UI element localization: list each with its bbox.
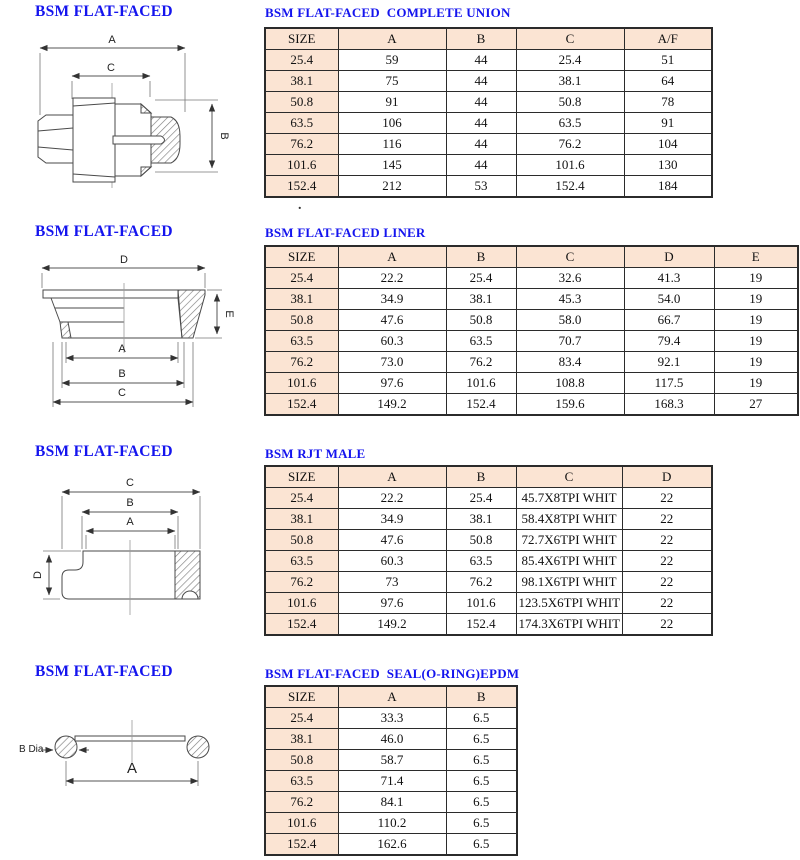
liner-drawing — [5, 245, 255, 420]
value-cell: 44 — [446, 134, 516, 155]
dimension-b-dia — [19, 744, 89, 755]
value-cell: 72.7X6TPI WHIT — [516, 530, 622, 551]
value-cell: 76.2 — [516, 134, 624, 155]
size-cell: 38.1 — [265, 289, 338, 310]
value-cell: 117.5 — [624, 373, 714, 394]
value-cell: 53 — [446, 176, 516, 198]
value-cell: 76.2 — [446, 572, 516, 593]
value-cell: 25.4 — [446, 268, 516, 289]
value-cell: 44 — [446, 71, 516, 92]
value-cell: 6.5 — [446, 750, 517, 771]
value-cell: 92.1 — [624, 352, 714, 373]
table-title-liner: BSM FLAT-FACED LINER — [265, 225, 426, 240]
value-cell: 104 — [624, 134, 712, 155]
value-cell: 47.6 — [338, 310, 446, 331]
size-cell: 63.5 — [265, 331, 338, 352]
size-cell: 152.4 — [265, 614, 338, 636]
value-cell: 97.6 — [338, 373, 446, 394]
value-cell: 54.0 — [624, 289, 714, 310]
value-cell: 58.7 — [338, 750, 446, 771]
seal-drawing — [5, 680, 255, 855]
dim-label-a: A — [126, 760, 138, 777]
size-cell: 76.2 — [265, 572, 338, 593]
table-title-complete-union: BSM FLAT-FACED COMPLETE UNION — [265, 5, 511, 20]
value-cell: 27 — [714, 394, 798, 416]
value-cell: 212 — [338, 176, 446, 198]
column-header: A — [338, 28, 446, 50]
table-row — [265, 289, 798, 310]
column-header: D — [622, 466, 712, 488]
section-heading-1: BSM FLAT-FACED — [35, 3, 173, 20]
size-cell: 38.1 — [265, 71, 338, 92]
value-cell: 78 — [624, 92, 712, 113]
table-row — [265, 834, 517, 856]
value-cell: 22 — [622, 530, 712, 551]
size-cell: 25.4 — [265, 488, 338, 509]
value-cell: 63.5 — [446, 551, 516, 572]
value-cell: 84.1 — [338, 792, 446, 813]
table-row — [265, 50, 712, 71]
size-cell: 25.4 — [265, 268, 338, 289]
value-cell: 22 — [622, 551, 712, 572]
table-row — [265, 373, 798, 394]
value-cell: 149.2 — [338, 614, 446, 636]
value-cell: 45.7X8TPI WHIT — [516, 488, 622, 509]
value-cell: 73 — [338, 572, 446, 593]
value-cell: 47.6 — [338, 530, 446, 551]
size-cell: 101.6 — [265, 593, 338, 614]
value-cell: 38.1 — [446, 289, 516, 310]
table-row — [265, 572, 712, 593]
column-header: B — [446, 28, 516, 50]
rjt-male-drawing — [5, 465, 255, 645]
value-cell: 22 — [622, 614, 712, 636]
table-row — [265, 155, 712, 176]
size-cell: 152.4 — [265, 834, 338, 856]
table-row — [265, 134, 712, 155]
dim-label-a: A — [108, 34, 116, 46]
value-cell: 63.5 — [446, 331, 516, 352]
column-header: A — [338, 466, 446, 488]
value-cell: 19 — [714, 289, 798, 310]
value-cell: 46.0 — [338, 729, 446, 750]
table-row — [265, 530, 712, 551]
value-cell: 41.3 — [624, 268, 714, 289]
table-row — [265, 792, 517, 813]
size-cell: 25.4 — [265, 708, 338, 729]
value-cell: 6.5 — [446, 708, 517, 729]
value-cell: 6.5 — [446, 813, 517, 834]
value-cell: 50.8 — [446, 530, 516, 551]
table-title-seal: BSM FLAT-FACED SEAL(O-RING)EPDM — [265, 666, 520, 681]
dimension-c — [62, 477, 200, 549]
value-cell: 79.4 — [624, 331, 714, 352]
table-row — [265, 551, 712, 572]
value-cell: 64 — [624, 71, 712, 92]
value-cell: 19 — [714, 310, 798, 331]
column-header: D — [624, 246, 714, 268]
table-row — [265, 614, 712, 636]
value-cell: 60.3 — [338, 331, 446, 352]
dim-label-b-dia: B Dia — [19, 744, 44, 755]
value-cell: 184 — [624, 176, 712, 198]
value-cell: 22.2 — [338, 488, 446, 509]
value-cell: 98.1X6TPI WHIT — [516, 572, 622, 593]
section-heading-2: BSM FLAT-FACED — [35, 223, 173, 240]
dim-label-b: B — [118, 368, 126, 380]
header-row — [265, 28, 712, 50]
value-cell: 25.4 — [446, 488, 516, 509]
value-cell: 22 — [622, 488, 712, 509]
value-cell: 71.4 — [338, 771, 446, 792]
column-header: SIZE — [265, 28, 338, 50]
value-cell: 75 — [338, 71, 446, 92]
size-cell: 76.2 — [265, 352, 338, 373]
header-row — [265, 246, 798, 268]
table-row — [265, 92, 712, 113]
dim-label-c: C — [107, 62, 115, 74]
value-cell: 38.1 — [516, 71, 624, 92]
dim-label-c: C — [118, 387, 126, 399]
header-row — [265, 466, 712, 488]
size-cell: 152.4 — [265, 176, 338, 198]
size-cell: 50.8 — [265, 530, 338, 551]
column-header: B — [446, 686, 517, 708]
size-cell: 50.8 — [265, 750, 338, 771]
value-cell: 152.4 — [446, 394, 516, 416]
value-cell: 91 — [624, 113, 712, 134]
column-header: SIZE — [265, 246, 338, 268]
table-row — [265, 593, 712, 614]
column-header: B — [446, 246, 516, 268]
value-cell: 25.4 — [516, 50, 624, 71]
size-cell: 63.5 — [265, 771, 338, 792]
value-cell: 110.2 — [338, 813, 446, 834]
separator-dot: . — [298, 198, 302, 213]
value-cell: 38.1 — [446, 509, 516, 530]
column-header: B — [446, 466, 516, 488]
value-cell: 19 — [714, 268, 798, 289]
value-cell: 44 — [446, 113, 516, 134]
size-cell: 38.1 — [265, 509, 338, 530]
column-header: SIZE — [265, 466, 338, 488]
value-cell: 66.7 — [624, 310, 714, 331]
column-header: E — [714, 246, 798, 268]
value-cell: 149.2 — [338, 394, 446, 416]
value-cell: 73.0 — [338, 352, 446, 373]
table-row — [265, 509, 712, 530]
section-heading-3: BSM FLAT-FACED — [35, 443, 173, 460]
dimension-c — [72, 62, 150, 99]
column-header: SIZE — [265, 686, 338, 708]
dimension-d — [42, 254, 205, 288]
size-cell: 50.8 — [265, 310, 338, 331]
value-cell: 50.8 — [446, 310, 516, 331]
size-cell: 63.5 — [265, 113, 338, 134]
value-cell: 63.5 — [516, 113, 624, 134]
table-title-rjt-male: BSM RJT MALE — [265, 446, 366, 461]
liner-table — [264, 245, 799, 416]
table-row — [265, 310, 798, 331]
column-header: A — [338, 246, 446, 268]
dim-label-d: D — [120, 254, 128, 266]
value-cell: 162.6 — [338, 834, 446, 856]
size-cell: 25.4 — [265, 50, 338, 71]
table-row — [265, 488, 712, 509]
value-cell: 44 — [446, 50, 516, 71]
value-cell: 44 — [446, 92, 516, 113]
section-heading-4: BSM FLAT-FACED — [35, 663, 173, 680]
size-cell: 152.4 — [265, 394, 338, 416]
value-cell: 59 — [338, 50, 446, 71]
value-cell: 106 — [338, 113, 446, 134]
value-cell: 152.4 — [516, 176, 624, 198]
table-row — [265, 331, 798, 352]
dimension-a — [66, 760, 198, 786]
rjt-male-table — [264, 465, 713, 636]
value-cell: 60.3 — [338, 551, 446, 572]
lower-dimensions — [53, 342, 193, 407]
value-cell: 101.6 — [446, 373, 516, 394]
complete-union-table — [264, 27, 713, 198]
table-row — [265, 71, 712, 92]
value-cell: 85.4X6TPI WHIT — [516, 551, 622, 572]
value-cell: 33.3 — [338, 708, 446, 729]
column-header: A/F — [624, 28, 712, 50]
value-cell: 70.7 — [516, 331, 624, 352]
union-body — [38, 98, 180, 182]
value-cell: 19 — [714, 373, 798, 394]
value-cell: 51 — [624, 50, 712, 71]
value-cell: 22 — [622, 572, 712, 593]
seal-table — [264, 685, 518, 856]
value-cell: 108.8 — [516, 373, 624, 394]
table-row — [265, 268, 798, 289]
value-cell: 6.5 — [446, 771, 517, 792]
value-cell: 145 — [338, 155, 446, 176]
size-cell: 76.2 — [265, 134, 338, 155]
table-row — [265, 771, 517, 792]
column-header: C — [516, 466, 622, 488]
size-cell: 63.5 — [265, 551, 338, 572]
value-cell: 50.8 — [516, 92, 624, 113]
value-cell: 123.5X6TPI WHIT — [516, 593, 622, 614]
value-cell: 174.3X6TPI WHIT — [516, 614, 622, 636]
table-row — [265, 352, 798, 373]
value-cell: 22 — [622, 509, 712, 530]
value-cell: 130 — [624, 155, 712, 176]
column-header: C — [516, 246, 624, 268]
dimension-a — [86, 516, 175, 549]
size-cell: 101.6 — [265, 155, 338, 176]
value-cell: 101.6 — [446, 593, 516, 614]
table-row — [265, 750, 517, 771]
value-cell: 168.3 — [624, 394, 714, 416]
size-cell: 101.6 — [265, 373, 338, 394]
size-cell: 76.2 — [265, 792, 338, 813]
dim-label-e: E — [223, 310, 235, 318]
value-cell: 58.0 — [516, 310, 624, 331]
table-row — [265, 176, 712, 198]
column-header: A — [338, 686, 446, 708]
value-cell: 6.5 — [446, 792, 517, 813]
table-row — [265, 394, 798, 416]
value-cell: 152.4 — [446, 614, 516, 636]
column-header: C — [516, 28, 624, 50]
table-row — [265, 813, 517, 834]
value-cell: 101.6 — [516, 155, 624, 176]
value-cell: 76.2 — [446, 352, 516, 373]
table-row — [265, 729, 517, 750]
dim-label-d: D — [32, 571, 44, 579]
value-cell: 45.3 — [516, 289, 624, 310]
value-cell: 91 — [338, 92, 446, 113]
value-cell: 159.6 — [516, 394, 624, 416]
value-cell: 58.4X8TPI WHIT — [516, 509, 622, 530]
dim-label-b: B — [218, 132, 230, 140]
value-cell: 34.9 — [338, 509, 446, 530]
value-cell: 116 — [338, 134, 446, 155]
dim-label-a: A — [126, 516, 134, 528]
value-cell: 22.2 — [338, 268, 446, 289]
value-cell: 22 — [622, 593, 712, 614]
size-cell: 101.6 — [265, 813, 338, 834]
value-cell: 83.4 — [516, 352, 624, 373]
value-cell: 19 — [714, 331, 798, 352]
value-cell: 6.5 — [446, 729, 517, 750]
value-cell: 6.5 — [446, 834, 517, 856]
table-row — [265, 113, 712, 134]
value-cell: 32.6 — [516, 268, 624, 289]
value-cell: 34.9 — [338, 289, 446, 310]
value-cell: 19 — [714, 352, 798, 373]
size-cell: 38.1 — [265, 729, 338, 750]
table-row — [265, 708, 517, 729]
size-cell: 50.8 — [265, 92, 338, 113]
dim-label-a: A — [118, 343, 126, 355]
dim-label-b: B — [126, 497, 134, 509]
header-row — [265, 686, 517, 708]
value-cell: 97.6 — [338, 593, 446, 614]
rjt-male-body — [62, 551, 200, 599]
complete-union-drawing — [5, 25, 255, 217]
dim-label-c: C — [126, 477, 134, 489]
value-cell: 44 — [446, 155, 516, 176]
